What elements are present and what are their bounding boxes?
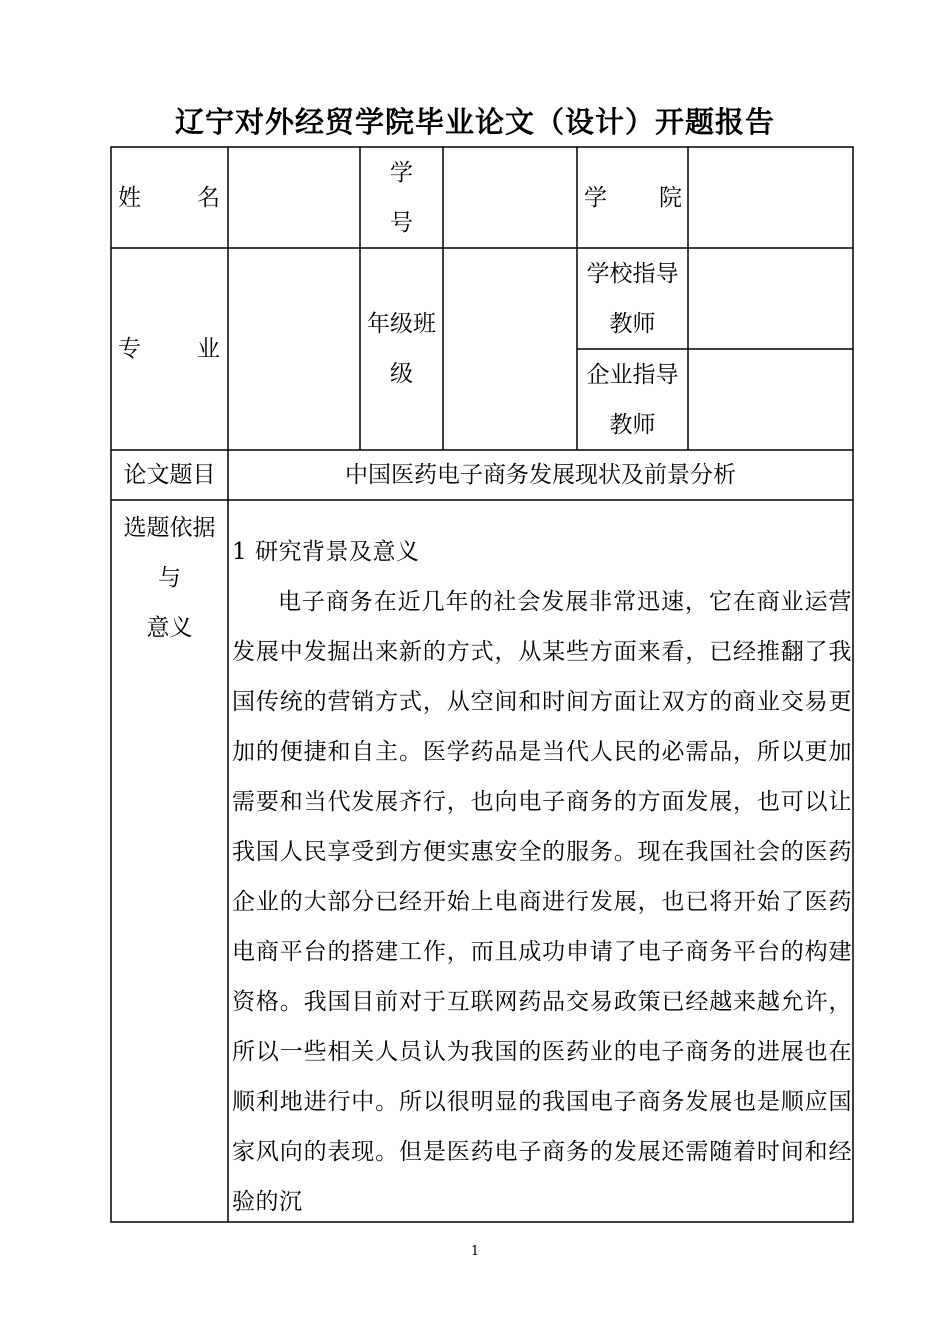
name-label bbox=[118, 173, 220, 223]
college-label bbox=[584, 173, 682, 223]
name-label-char-2: 名 bbox=[197, 185, 220, 211]
college-label-char-2: 院 bbox=[659, 185, 682, 211]
document-title: 辽宁对外经贸学院毕业论文（设计）开题报告 bbox=[174, 105, 775, 139]
school-advisor-label-line-1: 学校指导 bbox=[586, 261, 679, 287]
basis-label bbox=[111, 503, 228, 653]
major-label bbox=[118, 324, 220, 374]
basis-label-line-3: 意义 bbox=[146, 615, 193, 641]
basis-label-line-2: 与 bbox=[158, 565, 181, 591]
student-id-label-line-1: 学 bbox=[390, 160, 413, 186]
major-label-char-2: 业 bbox=[197, 336, 220, 362]
topic-value[interactable]: 中国医药电子商务发展现状及前景分析 bbox=[345, 462, 736, 488]
class-label bbox=[360, 299, 443, 399]
student-id-label-line-2: 号 bbox=[390, 210, 413, 236]
student-id-label bbox=[360, 148, 443, 248]
company-advisor-label-line-2: 教师 bbox=[609, 412, 656, 438]
major-label-char-1: 专 bbox=[118, 336, 141, 362]
company-advisor-field[interactable] bbox=[688, 375, 853, 425]
section-heading: 1 研究背景及意义 bbox=[232, 539, 420, 565]
page-number: 1 bbox=[470, 1244, 480, 1259]
school-advisor-label-line-2: 教师 bbox=[609, 311, 656, 337]
school-advisor-label bbox=[577, 249, 688, 349]
class-field[interactable] bbox=[443, 324, 577, 374]
basis-content[interactable] bbox=[232, 527, 852, 1227]
basis-label-line-1: 选题依据 bbox=[123, 515, 216, 541]
student-id-field[interactable] bbox=[443, 173, 577, 223]
class-label-line-2: 级 bbox=[390, 361, 413, 387]
major-field[interactable] bbox=[228, 324, 360, 374]
topic-label: 论文题目 bbox=[123, 462, 216, 488]
company-advisor-label bbox=[577, 350, 688, 450]
section-paragraph: 电子商务在近几年的社会发展非常迅速，它在商业运营发展中发掘出来新的方式，从某些方面来看，已经推翻了我国传统的营销方式，从空间和时间方面让双方的商业交易更加的便捷和自主。医学药品是当代人民的必需品，所以更加需要和当代发展齐行，也向电子商务的方面发展，也可以让我国人民享受到方便实惠安全的服务。现在我国社会的医药企业的大部分已经开始上电商进行发展，也已将开始了医药电商平台的搭建工作，而且成功申请了电子商务平台的构建资格。我国目前对于互联网药品交易政策已经越来越允许，所以一些相关人员认为我国的医药业的电子商务的进展也在顺利地进行中。所以很明显的我国电子商务发展也是顺应国家风向的表现。但是医药电子商务的发展还需随着时间和经验的沉 bbox=[232, 589, 852, 1215]
name-field[interactable] bbox=[228, 173, 360, 223]
class-label-line-1: 年级班 bbox=[367, 311, 436, 337]
name-label-char-1: 姓 bbox=[118, 185, 141, 211]
college-label-char-1: 学 bbox=[584, 185, 607, 211]
company-advisor-label-line-1: 企业指导 bbox=[586, 362, 679, 388]
school-advisor-field[interactable] bbox=[688, 274, 853, 324]
college-field[interactable] bbox=[688, 173, 853, 223]
